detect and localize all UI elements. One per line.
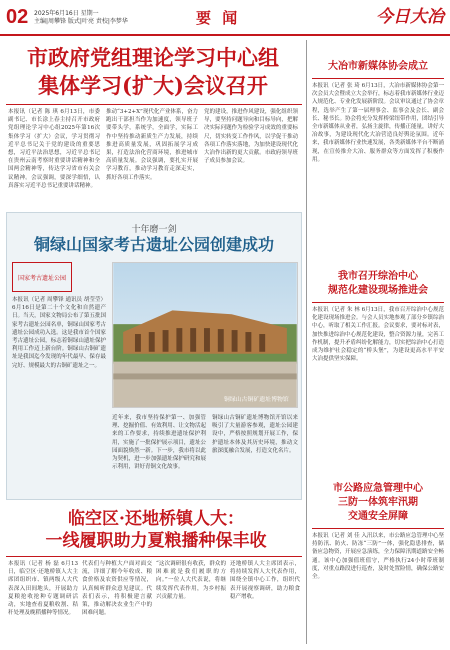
side3-title-line1: 市公路应急管理中心 [333, 483, 423, 494]
page-number: 02 [6, 6, 29, 28]
article2-column-1: 本报讯（记者 周攀锋 通讯员 胡莹莹）6月16日是第二十个文化和自然遗产日。当天，国家文物局公布了第五批国家考古遗址公园名单，铜绿山国家考古遗址公园成功入选。这是我市首个国家考古遗址公园，标志着铜绿山遗址保护利用工作迈上新台阶。铜绿山古铜矿遗址是我国迄今发现的年代最早、保存最完好、规模最大的古铜矿遗址之一。 [12, 297, 106, 369]
newspaper-logo [374, 2, 446, 28]
article3-column-3: “这次调研很有收获，群众的困难就是我们履职的方向。”一位人大代表说，将继续发挥代表作用，为乡村振兴贡献力量。 [156, 561, 226, 600]
side2-title-line2: 规范化建设现场推进会 [328, 285, 428, 296]
article3-title [8, 508, 304, 552]
side1-title: 大冶市新媒体协会成立 [328, 61, 428, 72]
article3-rule [6, 556, 302, 557]
side1-body: 本报讯（记者 张 琦 6月13日，大冶市新媒体协会第一次会员大会暨成立大会举行，标志着我市新媒体行业迈入规范化、专业化发展新阶段。会议审议通过了协会章程，选举产生了第一届理事会、监事会及会长、副会长、秘书长。协会将充分发挥桥梁纽带作用，团结引导全市新媒体从业者，弘扬主旋律，传播正能量，讲好大冶故事，为建设现代化大冶营造良好舆论氛围。近年来，我市新媒体行业快速发展，各类新媒体平台不断涌现，在宣传推介大冶、服务群众等方面发挥了积极作用。 [312, 83, 444, 163]
side2-title-line1: 我市召开综治中心 [338, 271, 418, 282]
museum-photo [112, 262, 298, 408]
article3-column-1: 本报讯（记者 杨 磊 6月13日，临空区·还地桥镇人大主席团组织市、镇两级人大代表深入田间地头，开展助力夏粮抢收抢种专题调研活动，实地查看夏粮收割、秸秆处理及晚稻播种等情况。 [8, 561, 78, 617]
column-divider [306, 40, 307, 644]
article3-title-line2: 一线履职助力夏粮播种保丰收 [45, 531, 267, 551]
logo-text: 今日大冶 [376, 7, 444, 27]
side1-rule [312, 78, 444, 79]
park-seal-text: 国家考古遗址公园 [17, 274, 66, 282]
side2-body: 本报讯（记者 朱 林 6月13日，我市召开综治中心规范化建设现场推进会。与会人员实地参观了部分乡镇综治中心，听取了相关工作汇报。会议要求，要对标对表，加快推进综治中心规范化建设，整合资源力量，完善工作机制，提升矛盾纠纷化解能力，切实把综治中心打造成为维护社会稳定的“桥头堡”，为建设更高水平平安大冶提供坚实保障。 [312, 307, 444, 363]
side3-title-line3: 交通安全屏障 [348, 511, 408, 522]
side2-title [312, 270, 444, 298]
page-meta [34, 10, 154, 26]
article2-kicker: 十年磨一剑 [131, 225, 177, 235]
side3-title [312, 482, 444, 524]
article2-column-2: 近年来，我市坚持保护第一、加强管理、挖掘价值、有效利用、让文物活起来的工作要求，持续推进遗址保护利用，实施了一批保护展示项目，遗址公园面貌焕然一新。下一步，我市将以此为契机，进一步加强遗址保护研究和展示利用，讲好青铜文化故事。 [112, 415, 206, 471]
article2-column-3: 铜绿山古铜矿遗址博物馆开馆以来吸引了大量游客参观，遗址公园建设中，严格按照规划开展工作，保护遗址本体及其历史环境，推动文旅深度融合发展，打造文化名片。 [212, 415, 298, 454]
article3-title-line1: 临空区·还地桥镇人大： [68, 509, 244, 529]
article1-column-2: 推动“3+2+X”现代化产业体系，奋力跑出干部担当作为加速度，领导班子要带头学，系统学，全面学，实际工作中坚持推动新质生产力发展，持续推进高质量发展，巩固拓展学习成果，打造法治化营商环境，推进城市高质量发展。会议强调，要扎实开展学习教育，推动学习教育走深走实，抓好各项工作落实。 [106, 109, 198, 181]
article2-title: 铜绿山国家考古遗址公园创建成功 [33, 235, 274, 254]
side3-rule [312, 528, 444, 529]
side3-title-line2: 三防一体筑牢汛期 [338, 497, 418, 508]
issue-date: 2025年6月16日 星期一 [34, 10, 99, 17]
article1-rule [6, 104, 302, 105]
article1-column-3: 党的建设，推进作风建设，强化组织领导，要坚持问题导向和目标导向，把解决实际问题作为检验学习成效的重要标尺，切实转变工作作风，以学促干推动各项工作落实落地，为加快建设现代化大冶作出新的更大贡献。市政府领导班子成员参加会议。 [204, 109, 298, 165]
editor-credits: 主编|周攀锋 版式|叶亮 责校|李梦华 [34, 18, 128, 25]
article1-title-line2: 集体学习(扩大)会议召开 [38, 73, 268, 98]
side3-body: 本报讯（记者 刘 佳 入汛以来，市公路应急管理中心坚持防汛、防火、防冻“三防”一体，强化隐患排查，储备应急物资，开展应急演练，全力保障汛期道路安全畅通。该中心加强值班值守，严格执行24小时带班制度，对重点路段进行巡查，及时处置险情，确保公路安全。 [312, 533, 444, 581]
article1-title [8, 44, 298, 100]
photo-caption: 铜绿山古铜矿遗址博物馆 [223, 397, 289, 404]
article3-column-2: 代表们与种植大户面对面交流，详细了解今年收成、粮食价格及农资供应等情况，认真倾听群众意见建议。代表们表示，将积极建言献策，推动解决农业生产中的困难问题。 [82, 561, 152, 617]
park-seal [12, 262, 72, 292]
section-title: 要 闻 [196, 9, 241, 27]
article1-column-1: 本报讯（记者 陈 琪 6月13日，市委副书记、市长涂上春主持召开市政府党组理论学习中心组2025年第16次集体学习（扩大）会议，学习贯彻习近平总书记关于党的建设的重要思想，习近平法治思想，习近平总书记在贵州云南考察时重要讲话精神和全国两会精神等，传达学习省市有关会议精神。会议强调，要深学细悟，认真落实习近平总书记重要讲话精神。 [8, 109, 100, 189]
article1-title-line1: 市政府党组理论学习中心组 [27, 45, 279, 70]
side2-rule [312, 302, 444, 303]
article3-column-4: 还地桥镇人大主席团表示，将持续发挥人大代表作用，围绕全镇中心工作，组织代表开展视察调研，助力粮食稳产增收。 [230, 561, 300, 600]
